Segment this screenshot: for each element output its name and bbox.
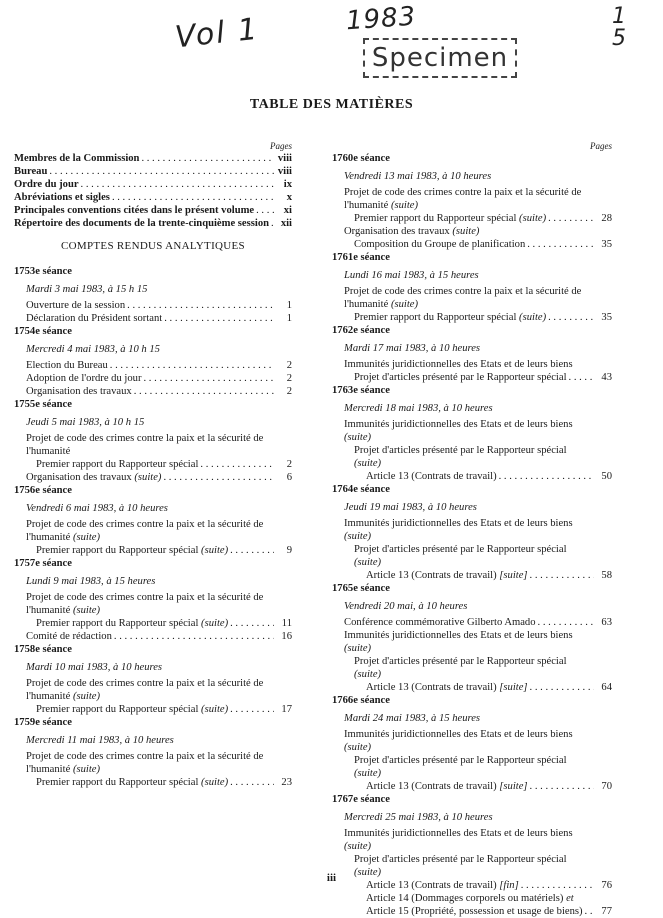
agenda-subtopic: Projet d'articles présenté par le Rapporteur spécial (suite): [354, 544, 567, 568]
seance-block: [14, 325, 292, 398]
specimen-stamp: Specimen: [363, 38, 517, 78]
toc-entry[interactable]: [14, 152, 292, 165]
toc-entry[interactable]: [14, 359, 292, 372]
entry-label: Article 13 (Contrats de travail) [suite]: [366, 682, 528, 693]
fraction-denominator: 5: [612, 26, 626, 51]
entry-page: 16: [281, 631, 292, 642]
left-column: [14, 140, 292, 789]
toc-entry[interactable]: [14, 471, 292, 484]
entry-page: 11: [281, 618, 292, 629]
entry-page: ix: [283, 179, 292, 190]
entry-page: 35: [601, 239, 612, 250]
toc-entry[interactable]: [14, 204, 292, 217]
seance-date: Mercredi 4 mai 1983, à 10 h 15: [26, 344, 160, 355]
seance-title: 1764e séance: [332, 484, 390, 495]
front-matter-list: [14, 152, 292, 230]
entry-page: 43: [601, 372, 612, 383]
seance-date: Vendredi 6 mai 1983, à 10 heures: [26, 503, 168, 514]
seance-date: Lundi 16 mai 1983, à 15 heures: [344, 270, 479, 281]
toc-entry[interactable]: [14, 178, 292, 191]
entry-page: 1: [286, 300, 292, 311]
seance-block: [332, 152, 612, 251]
agenda-topic: Immunités juridictionnelles des Etats et de leurs biens (suite): [344, 518, 573, 542]
entry-label: Premier rapport du Rapporteur spécial (suite): [36, 618, 229, 629]
agenda-subtopic: Projet d'articles présenté par le Rapporteur spécial (suite): [354, 755, 567, 779]
toc-entry[interactable]: [332, 470, 612, 483]
agenda-topic: Projet de code des crimes contre la paix et la sécurité de l'humanité (suite): [26, 678, 264, 702]
entry-page: 23: [281, 777, 292, 788]
entry-page: 6: [286, 472, 292, 483]
agenda-topic: Organisation des travaux (suite): [344, 226, 480, 237]
toc-entry[interactable]: [332, 892, 612, 905]
entry-label: Projet d'articles présenté par le Rapporteur spécial: [354, 372, 567, 383]
seance-title: 1765e séance: [332, 583, 390, 594]
entry-label: Premier rapport du Rapporteur spécial (suite): [36, 704, 229, 715]
agenda-topic: Projet de code des crimes contre la paix et la sécurité de l'humanité (suite): [344, 187, 582, 211]
seance-date: Mercredi 18 mai 1983, à 10 heures: [344, 403, 493, 414]
entry-label: Premier rapport du Rapporteur spécial (suite): [354, 213, 547, 224]
seance-block: [332, 384, 612, 483]
entry-page: 9: [286, 545, 292, 556]
seance-date: Vendredi 20 mai, à 10 heures: [344, 601, 468, 612]
toc-entry[interactable]: [332, 569, 612, 582]
seance-block: [332, 582, 612, 694]
entry-label: Article 14 (Dommages corporels ou matériels) et: [366, 893, 574, 904]
entry-page: 77: [601, 906, 612, 917]
entry-label: Article 13 (Contrats de travail) [suite]: [366, 570, 528, 581]
handwritten-year-note: 1983: [345, 1, 418, 37]
entry-label: Election du Bureau: [26, 360, 108, 371]
seance-date: Mercredi 11 mai 1983, à 10 heures: [26, 735, 174, 746]
entry-label: Répertoire des documents de la trente-cinquième session: [14, 218, 270, 229]
agenda-topic: Immunités juridictionnelles des Etats et de leurs biens (suite): [344, 729, 573, 753]
entry-label: Organisation des travaux: [26, 386, 132, 397]
toc-entry[interactable]: [14, 372, 292, 385]
toc-entry[interactable]: [332, 311, 612, 324]
seance-title: 1763e séance: [332, 385, 390, 396]
agenda-topic: Immunités juridictionnelles des Etats et de leurs biens: [344, 359, 573, 370]
seance-block: [14, 398, 292, 484]
seance-title: 1754e séance: [14, 326, 72, 337]
toc-entry[interactable]: [14, 458, 292, 471]
entry-label: Ordre du jour: [14, 179, 79, 190]
pages-header-left: Pages: [270, 141, 292, 151]
entry-label: Article 13 (Contrats de travail) [fin]: [366, 880, 519, 891]
entry-label: Adoption de l'ordre du jour: [26, 373, 142, 384]
entry-label: Premier rapport du Rapporteur spécial (suite): [36, 777, 229, 788]
handwritten-fraction-note: [612, 6, 626, 50]
agenda-topic: Projet de code des crimes contre la paix et la sécurité de l'humanité (suite): [26, 519, 264, 543]
page-number: iii: [326, 872, 337, 884]
entry-label: Ouverture de la session: [26, 300, 126, 311]
seance-block: [14, 484, 292, 557]
entry-label: Abréviations et sigles: [14, 192, 110, 203]
seance-block: [332, 483, 612, 582]
toc-entry[interactable]: [14, 299, 292, 312]
seance-block: [14, 265, 292, 325]
seance-date: Mardi 24 mai 1983, à 15 heures: [344, 713, 481, 724]
toc-entry[interactable]: [14, 217, 292, 230]
seance-block: [332, 324, 612, 384]
seance-title: 1755e séance: [14, 399, 72, 410]
entry-label: Composition du Groupe de planification: [354, 239, 526, 250]
seance-date: Vendredi 13 mai 1983, à 10 heures: [344, 171, 492, 182]
seance-date: Mardi 17 mai 1983, à 10 heures: [344, 343, 481, 354]
pages-header-right: Pages: [590, 141, 612, 151]
entry-label: Bureau: [14, 166, 48, 177]
seance-date: Mardi 3 mai 1983, à 15 h 15: [26, 284, 148, 295]
entry-page: 2: [286, 386, 292, 397]
seance-title: 1758e séance: [14, 644, 72, 655]
seance-title: 1757e séance: [14, 558, 72, 569]
toc-entry[interactable]: [14, 385, 292, 398]
right-column: [332, 140, 612, 918]
handwritten-volume-note: Vol 1: [173, 11, 261, 56]
seance-title: 1760e séance: [332, 153, 390, 164]
toc-entry[interactable]: [14, 165, 292, 178]
entry-label: Premier rapport du Rapporteur spécial: [36, 459, 199, 470]
entry-label: Déclaration du Président sortant: [26, 313, 163, 324]
entry-page: 58: [601, 570, 612, 581]
seance-title: 1766e séance: [332, 695, 390, 706]
seance-title: 1756e séance: [14, 485, 72, 496]
seance-date: Jeudi 19 mai 1983, à 10 heures: [344, 502, 477, 513]
entry-page: viii: [277, 166, 292, 177]
seance-date: Mercredi 25 mai 1983, à 10 heures: [344, 812, 493, 823]
entry-label: Organisation des travaux (suite): [26, 472, 162, 483]
entry-label: Conférence commémorative Gilberto Amado: [344, 617, 536, 628]
entry-page: x: [286, 192, 292, 203]
seance-block: [332, 793, 612, 918]
seance-block: [14, 716, 292, 789]
agenda-topic: Projet de code des crimes contre la paix et la sécurité de l'humanité (suite): [344, 286, 582, 310]
seance-title: 1761e séance: [332, 252, 390, 263]
seance-date: Mardi 10 mai 1983, à 10 heures: [26, 662, 163, 673]
entry-label: Article 13 (Contrats de travail): [366, 471, 497, 482]
entry-page: 2: [286, 459, 292, 470]
agenda-topic: Immunités juridictionnelles des Etats et de leurs biens (suite): [344, 630, 573, 654]
toc-entry[interactable]: [332, 371, 612, 384]
entry-label: Principales conventions citées dans le présent volume: [14, 205, 255, 216]
entry-page: 17: [281, 704, 292, 715]
entry-page: 2: [286, 360, 292, 371]
toc-entry[interactable]: [14, 630, 292, 643]
entry-page: 2: [286, 373, 292, 384]
seance-block: [14, 557, 292, 643]
entry-label: Premier rapport du Rapporteur spécial (suite): [354, 312, 547, 323]
entry-page: 28: [601, 213, 612, 224]
toc-entry[interactable]: [332, 905, 612, 918]
seance-date: Lundi 9 mai 1983, à 15 heures: [26, 576, 156, 587]
entry-page: 64: [601, 682, 612, 693]
entry-page: 70: [601, 781, 612, 792]
toc-entry[interactable]: [14, 312, 292, 325]
toc-entry[interactable]: [332, 681, 612, 694]
entry-page: 35: [601, 312, 612, 323]
seance-title: 1762e séance: [332, 325, 390, 336]
seance-block: [14, 643, 292, 716]
entry-page: 1: [286, 313, 292, 324]
entry-label: Comité de rédaction: [26, 631, 112, 642]
entry-page: 50: [601, 471, 612, 482]
seance-block: [332, 251, 612, 324]
agenda-subtopic: Projet d'articles présenté par le Rapporteur spécial (suite): [354, 445, 567, 469]
toc-entry[interactable]: [14, 617, 292, 630]
entry-page: xi: [283, 205, 292, 216]
seance-title: 1759e séance: [14, 717, 72, 728]
agenda-subtopic: Projet d'articles présenté par le Rapporteur spécial (suite): [354, 854, 567, 878]
toc-entry[interactable]: [14, 703, 292, 716]
toc-entry[interactable]: [332, 238, 612, 251]
toc-entry[interactable]: [332, 212, 612, 225]
agenda-topic: Projet de code des crimes contre la paix et la sécurité de l'humanité (suite): [26, 751, 264, 775]
agenda-topic: Immunités juridictionnelles des Etats et de leurs biens (suite): [344, 828, 573, 852]
section-heading: COMPTES RENDUS ANALYTIQUES: [61, 240, 245, 252]
agenda-topic: Projet de code des crimes contre la paix et la sécurité de l'humanité (suite): [26, 592, 264, 616]
toc-entry[interactable]: [14, 191, 292, 204]
agenda-subtopic: Projet d'articles présenté par le Rapporteur spécial (suite): [354, 656, 567, 680]
entry-label: Membres de la Commission: [14, 153, 140, 164]
page-title: TABLE DES MATIÈRES: [249, 97, 414, 112]
seance-block: [332, 694, 612, 793]
agenda-topic: Projet de code des crimes contre la paix et la sécurité de l'humanité: [26, 433, 264, 457]
toc-entry[interactable]: [14, 776, 292, 789]
entry-label: Article 13 (Contrats de travail) [suite]: [366, 781, 528, 792]
entry-page: viii: [277, 153, 292, 164]
toc-entry[interactable]: [14, 544, 292, 557]
entry-label: Premier rapport du Rapporteur spécial (suite): [36, 545, 229, 556]
entry-page: 63: [601, 617, 612, 628]
seance-date: Jeudi 5 mai 1983, à 10 h 15: [26, 417, 145, 428]
fraction-numerator: 1: [612, 4, 626, 29]
agenda-topic: Immunités juridictionnelles des Etats et de leurs biens (suite): [344, 419, 573, 443]
toc-entry[interactable]: [332, 780, 612, 793]
seance-title: 1753e séance: [14, 266, 72, 277]
entry-label: Article 15 (Propriété, possession et usage de biens): [366, 906, 583, 917]
entry-page: 76: [601, 880, 612, 891]
toc-entry[interactable]: [332, 616, 612, 629]
entry-page: xii: [280, 218, 292, 229]
seance-title: 1767e séance: [332, 794, 390, 805]
